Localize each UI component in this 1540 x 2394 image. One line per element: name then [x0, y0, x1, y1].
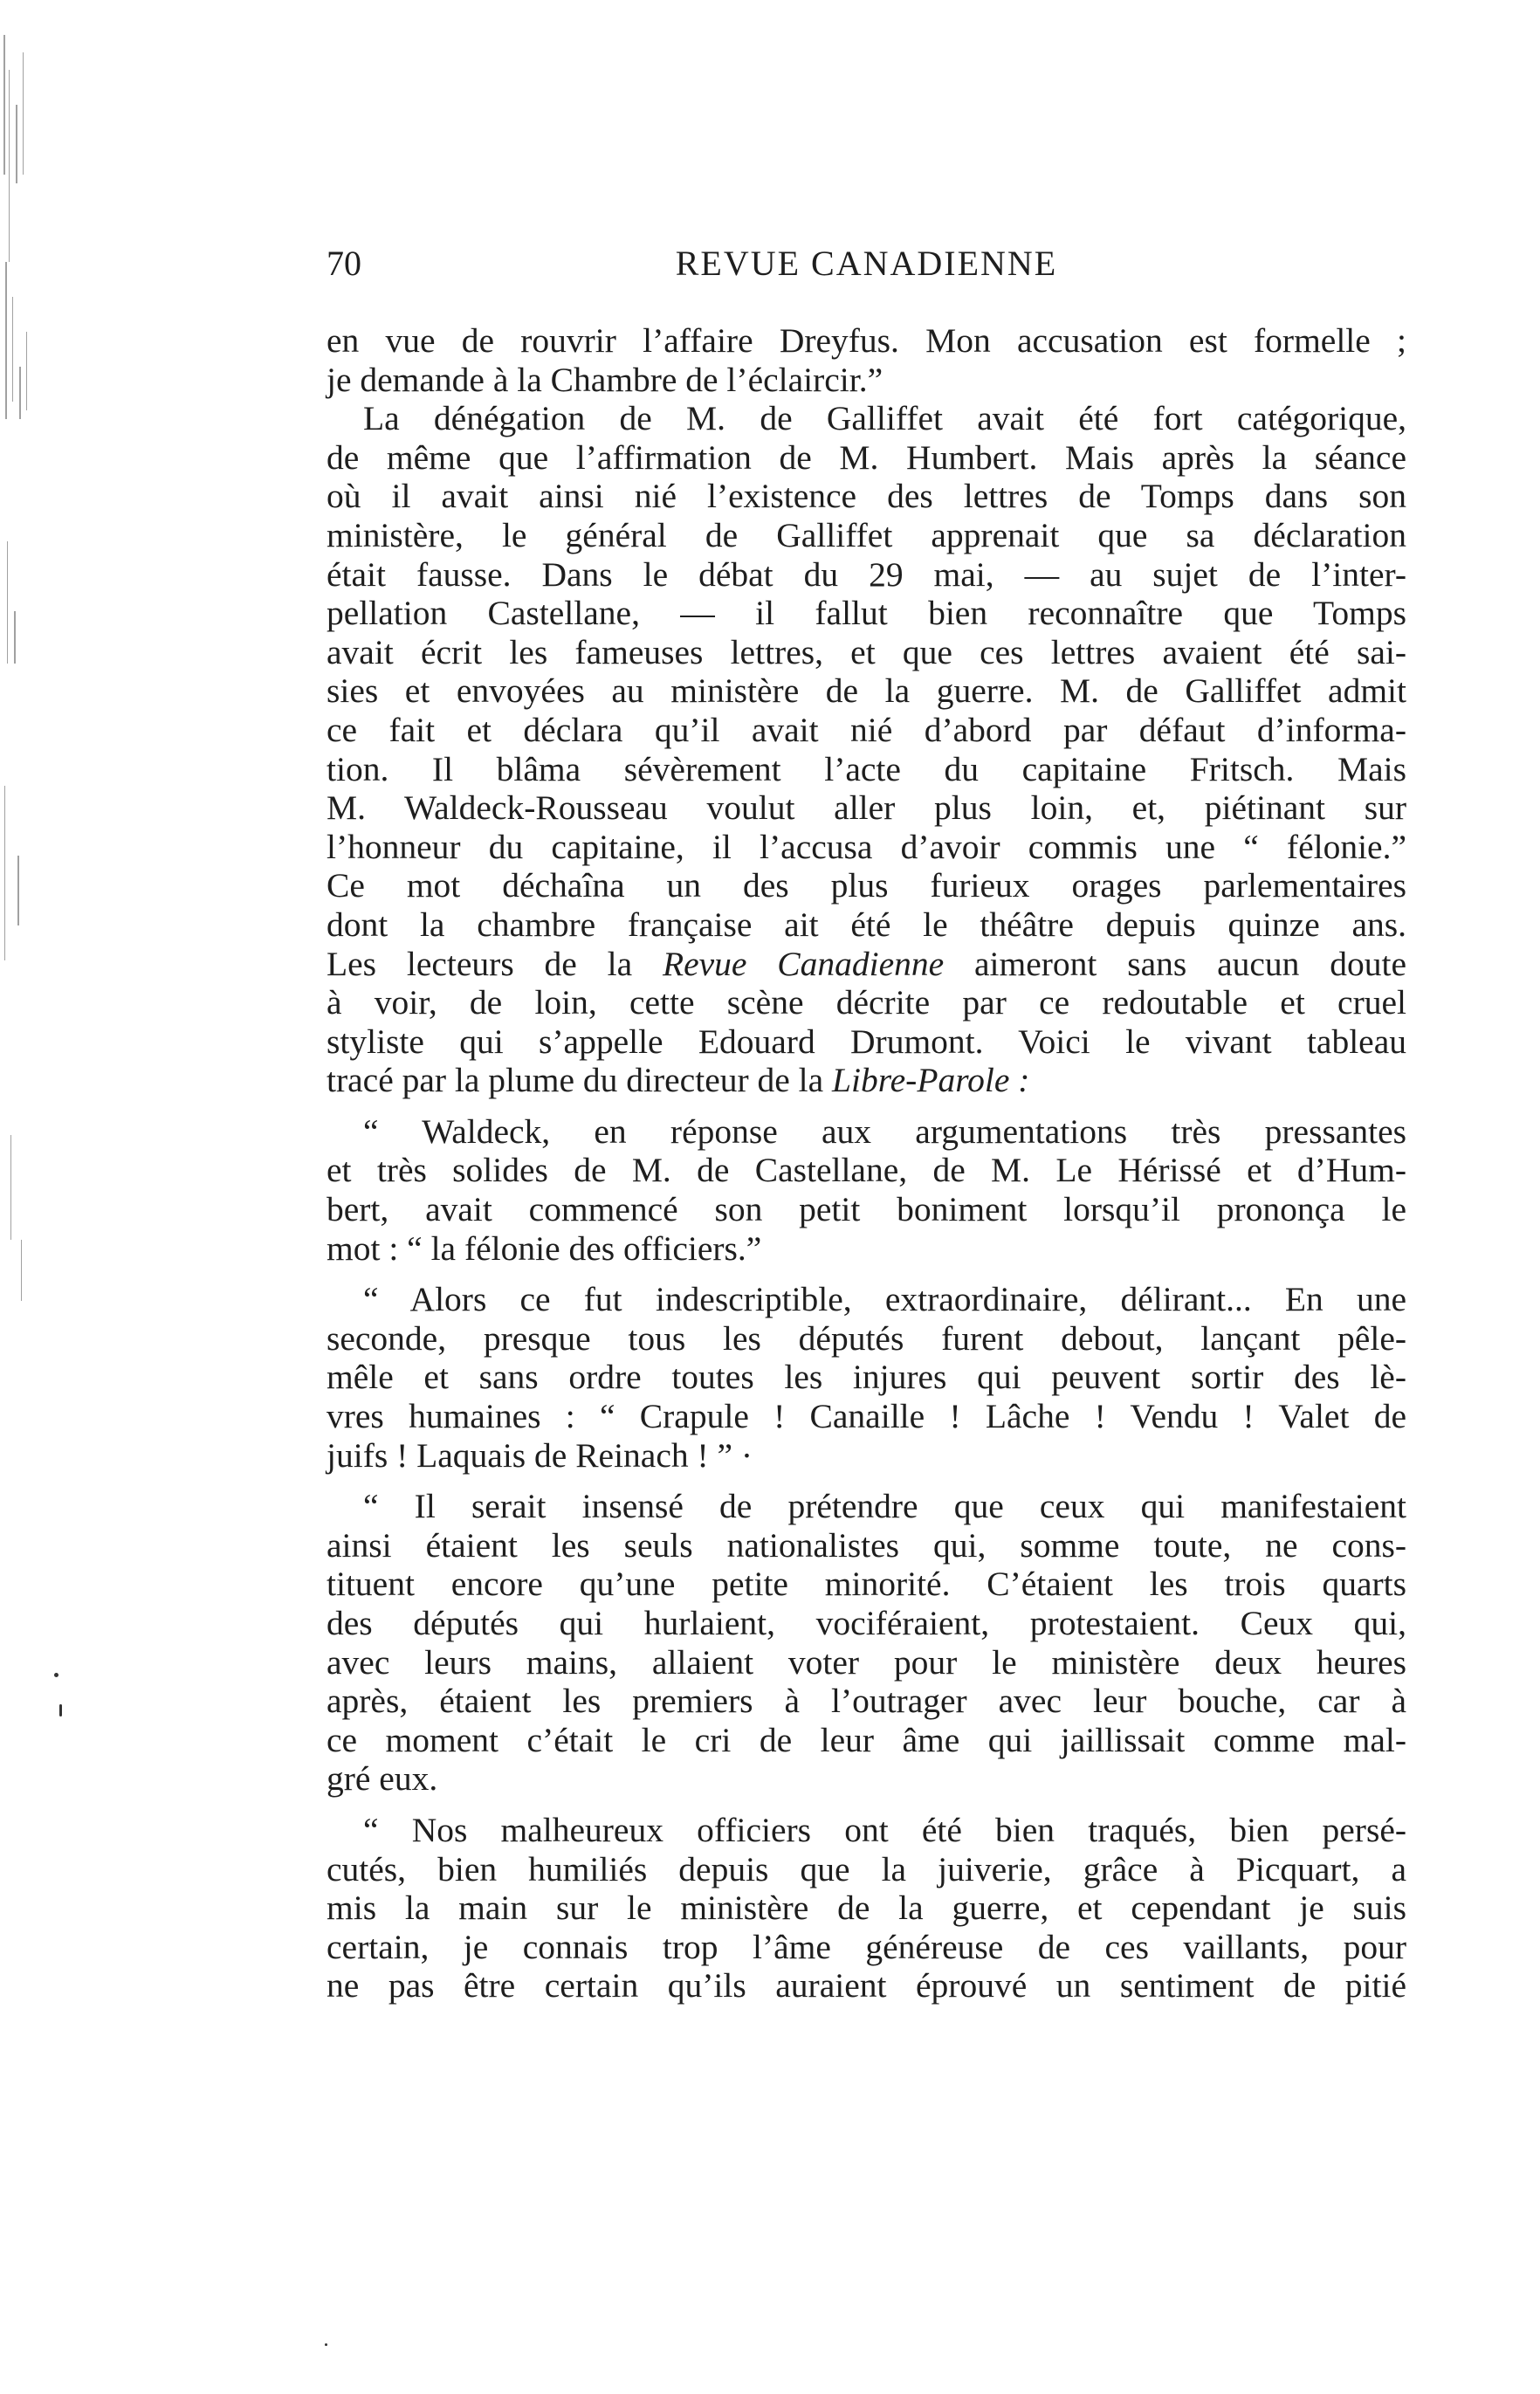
text-line: ministère, le général de Galliffet apprenait que sa déclaration: [327, 515, 1406, 554]
text-fragment: aimeront sans aucun doute: [944, 944, 1407, 983]
quote-paragraph-3: [327, 1487, 1406, 1799]
quote-paragraph-4: [327, 1811, 1406, 2005]
text-line: avait écrit les fameuses lettres, et que ces lettres avaient été sai-: [327, 632, 1406, 671]
text-line: La dénégation de M. de Galliffet avait été fort catégorique,: [363, 399, 1406, 438]
text-line: mot : “ la félonie des officiers.”: [327, 1228, 762, 1268]
text-line: ce moment c’était le cri de leur âme qui jaillissait comme mal-: [327, 1720, 1406, 1759]
running-head: [327, 239, 1406, 292]
ink-speck: [54, 1673, 58, 1677]
text-line: et très solides de M. de Castellane, de M. Le Hérissé et d’Hum-: [327, 1151, 1406, 1190]
text-line: ainsi étaient les seuls nationalistes qui, somme toute, ne cons-: [327, 1525, 1406, 1565]
text-line: tion. Il blâma sévèrement l’acte du capitaine Fritsch. Mais: [327, 749, 1406, 788]
text-line: à voir, de loin, cette scène décrite par ce redoutable et cruel: [327, 983, 1406, 1022]
quote-paragraph-1: [327, 1112, 1406, 1268]
text-line: juifs ! Laquais de Reinach ! ” ·: [327, 1435, 753, 1475]
text-line: styliste qui s’appelle Edouard Drumont. Voici le vivant tableau: [327, 1022, 1406, 1061]
text-line: “ Waldeck, en réponse aux argumentations très pressantes: [363, 1111, 1406, 1151]
page-number: 70: [327, 244, 361, 283]
text-line: avec leurs mains, allaient voter pour le ministère deux heures: [327, 1642, 1406, 1682]
text-line: en vue de rouvrir l’affaire Dreyfus. Mon accusation est formelle ;: [327, 321, 1406, 360]
text-line: tituent encore qu’une petite minorité. C’étaient les trois quarts: [327, 1565, 1406, 1604]
text-line: je demande à la Chambre de l’éclaircir.”: [327, 360, 883, 399]
ink-speck: [325, 2343, 327, 2346]
text-line: M. Waldeck-Rousseau voulut aller plus loin, et, piétinant sur: [327, 788, 1406, 828]
text-line: [327, 945, 1406, 984]
text-line: sies et envoyées au ministère de la guerre. M. de Galliffet admit: [327, 671, 1406, 711]
ink-speck: [59, 1704, 62, 1716]
text-fragment: tracé par la plume du directeur de la: [327, 1061, 833, 1100]
text-line: où il avait ainsi nié l’existence des lettres de Tomps dans son: [327, 477, 1406, 516]
text-line: était fausse. Dans le débat du 29 mai, — au sujet de l’inter-: [327, 554, 1406, 594]
intro-paragraphs: [327, 321, 1406, 1100]
text-line: “ Nos malheureux officiers ont été bien traqués, bien persé-: [363, 1810, 1406, 1849]
text-line: ne pas être certain qu’ils auraient éprouvé un sentiment de pitié: [327, 1966, 1406, 2005]
text-line: ce fait et déclara qu’il avait nié d’abord par défaut d’informa-: [327, 710, 1406, 749]
text-line: Ce mot déchaîna un des plus furieux orages parlementaires: [327, 866, 1406, 905]
text-line: “ Il serait insensé de prétendre que ceux qui manifestaient: [363, 1487, 1406, 1526]
text-line: vres humaines : “ Crapule ! Canaille ! Lâche ! Vendu ! Valet de: [327, 1397, 1406, 1436]
text-line: après, étaient les premiers à l’outrager avec leur bouche, car à: [327, 1682, 1406, 1721]
text-line: mis la main sur le ministère de la guerre, et cependant je suis: [327, 1888, 1406, 1928]
newspaper-name-italic: Libre-Parole :: [832, 1061, 1030, 1100]
quote-paragraph-2: [327, 1280, 1406, 1475]
text-line: certain, je connais trop l’âme généreuse de ces vaillants, pour: [327, 1927, 1406, 1966]
text-line: seconde, presque tous les députés furent debout, lançant pêle-: [327, 1318, 1406, 1358]
text-line: [327, 1061, 1406, 1100]
text-line: pellation Castellane, — il fallut bien reconnaître que Tomps: [327, 594, 1406, 633]
text-line: mêle et sans ordre toutes les injures qui peuvent sortir des lè-: [327, 1358, 1406, 1397]
journal-name-italic: Revue Canadienne: [662, 944, 945, 983]
article-body: [327, 321, 1406, 2005]
text-line: gré eux.: [327, 1759, 438, 1799]
journal-title: REVUE CANADIENNE: [675, 244, 1058, 283]
text-line: dont la chambre française ait été le théâtre depuis quinze ans.: [327, 905, 1406, 944]
text-line: bert, avait commencé son petit boniment lorsqu’il prononça le: [327, 1190, 1406, 1229]
text-line: “ Alors ce fut indescriptible, extraordinaire, délirant... En une: [363, 1280, 1406, 1319]
text-line: l’honneur du capitaine, il l’accusa d’avoir commis une “ félonie.”: [327, 827, 1406, 866]
text-line: cutés, bien humiliés depuis que la juiverie, grâce à Picquart, a: [327, 1849, 1406, 1888]
text-fragment: Les lecteurs de la: [327, 944, 663, 983]
text-line: de même que l’affirmation de M. Humbert. Mais après la séance: [327, 437, 1406, 477]
scan-edge-noise: [0, 0, 79, 2394]
text-line: des députés qui hurlaient, vociféraient, protestaient. Ceux qui,: [327, 1604, 1406, 1642]
